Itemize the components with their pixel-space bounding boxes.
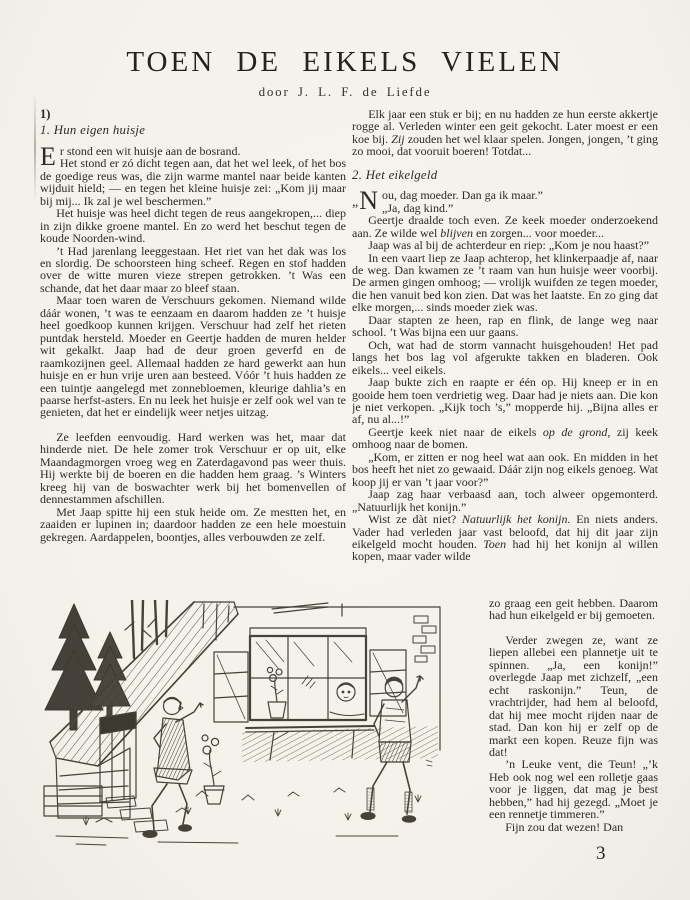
- paragraph: Er stond een wit huisje aan de bosrand. Het stond er zó dicht tegen aan, dat het wel leek, of het bos de goedige reus was, die zijn warme mantel naar beide kanten wijduit hield; — en tegen het kleine huisje zei: „Kom jij maar bij mij... Ik zal je wel beschermen.”: [40, 141, 346, 208]
- page-number: 3: [596, 843, 606, 864]
- paragraph: Och, wat had de storm vannacht huisgehouden! Het pad langs het bos lag vol afgerukte takken en bladeren. Ook eikels... veel eikels.: [352, 337, 658, 377]
- cottage-illustration: [36, 600, 444, 848]
- left-column-text: [40, 141, 346, 544]
- page-title: TOEN DE EIKELS VIELEN: [126, 46, 564, 78]
- right-column-beside-illustration: [489, 597, 658, 859]
- dropcap: N: [359, 186, 378, 216]
- dropcap: E: [40, 141, 56, 171]
- byline: door J. L. F. de Liefde: [258, 84, 432, 99]
- dropcap-quote: „: [352, 195, 359, 211]
- paragraph: „ N ou, dag moeder. Dan ga ik maar.” „Ja, dag kind.”: [352, 186, 543, 216]
- paragraph: ’n Leuke vent, die Teun! „’k Heb ook nog wel een rolletje gaas voor je liggen, dat mag je best hebben,” had hij gezegd. „Moet je een rennetje timmeren.”: [489, 757, 658, 822]
- paragraph: Jaap zag haar verbaasd aan, toch alweer opgemonterd. „Natuurlijk het konijn.”: [352, 487, 658, 514]
- right-column-text-top: [352, 108, 658, 158]
- section-heading-1: 1. Hun eigen huisje: [40, 123, 146, 138]
- paragraph: Met Jaap spitte hij een stuk heide om. Ze mestten het, en zaaiden er lupinen in; daardoor hadden ze een hele moestuin gekregen. Aardappelen, boontjes, alles verbouwden ze zelf.: [40, 504, 346, 544]
- paragraph: Jaap bukte zich en raapte er één op. Hij kneep er in en gooide hem toen verdrietig weg. Daar had je niets aan. Die kon je niet verkopen. „Kijk toch ’s,” mopperde hij. „Bijna alles er af, nu al...!”: [352, 375, 658, 427]
- paragraph: zo graag een geit hebben. Daarom had hun eikelgeld er bij gemoeten.: [489, 597, 658, 623]
- paragraph: Elk jaar een stuk er bij; en nu hadden ze hun eerste akkertje rogge al. Verleden winter een geit gekocht. Later moest er een koe bij. Zij zouden het wel klaar spelen. Jongen, jongen, ’t ging zo mooi, dat vooruit boeren! Totdat...: [352, 108, 658, 159]
- paragraph: Verder zwegen ze, want ze liepen allebei een plannetje uit te spinnen. „Ja, een konijn!” overlegde Jaap met zichzelf, „een echt raskonijn.” Teun, de vrachtrijder, had hem al beloofd, dat hij mee mocht rijden naar de stad. Dan kon hij er zelf op de markt een kopen. Reuze fijn was dat!: [489, 632, 658, 759]
- window: [250, 628, 366, 720]
- footnote-marker: 1): [40, 108, 51, 121]
- paragraph: Daar stapten ze heen, rap en flink, de lange weg naar school. ’t Was bijna een uur gaans.: [352, 312, 658, 340]
- right-column-wrapped-text: [489, 597, 658, 833]
- right-column-text: [352, 186, 658, 564]
- paragraph: Wist ze dàt niet? Natuurlijk het konijn. En niets anders. Vader had verleden jaar vast beloofd, dat hij dit jaar zijn eikelgeld mocht houden. Toen had hij het konijn al willen kopen, maar vader wilde: [352, 512, 658, 564]
- left-shutter: [214, 652, 248, 722]
- mother-face-in-window: [330, 683, 364, 716]
- paragraph: Maar toen waren de Verschuurs gekomen. Niemand wilde dáár wonen, ’t was te eenzaam en daarom hadden ze ’t huisje heel goedkoop kunnen krijgen. Verschuur had zelf het rieten puntdak hersteld. Moeder en Geertje hadden de muren helder wit gekalkt. Jaap had de deur groen geverfd en de raamkozijnen geel. Allemaal hadden ze hard gewerkt aan hun huisje en er hun vrije uren aan besteed. Vóór ’t huis hadden ze een tuintje aangelegd met zonnebloemen, kleurige dahlia’s en paarse herfst-asters. En nu leek het huisje er zelf ook wel van te genieten, dat het er eindelijk weer netjes uitzag.: [40, 293, 346, 420]
- paragraph: Ze leefden eenvoudig. Hard werken was het, maar dat hinderde niet. De hele zomer trok Verschuur er op uit, elke Maandagmorgen vroeg weg en Zaterdagavond pas weer thuis. Hij werkte bij de boeren en die hadden hem graag. ’s Winters kreeg hij van de boswachter werk bij het bomenvellen of dennestammen afschillen.: [40, 429, 346, 507]
- paragraph: „Kom, er zitten er nog heel wat aan ook. En midden in het bos heeft het niet zo gewaaid. Dáár zijn nog eikels genoeg. Wat koop jij er van ’t jaar voor?”: [352, 449, 658, 489]
- section-heading-2: 2. Het eikelgeld: [352, 167, 438, 182]
- left-column: [40, 108, 346, 600]
- window-flower-pot: [267, 667, 286, 718]
- right-column: [352, 108, 658, 598]
- page-binding-edge: [34, 92, 36, 202]
- paragraph: ’t Had jarenlang leeggestaan. Het riet van het dak was los en slordig. De schoorsteen hing scheef. Regen en stof hadden over de witte muren vieze strepen getrokken. ’t Was een schande, dat het daar maar zo bleef staan.: [40, 243, 346, 295]
- paragraph: Geertje draalde toch even. Ze keek moeder onderzoekend aan. Ze wilde wel blijven en zorgen... voor moeder...: [352, 213, 658, 240]
- paragraph: Geertje keek niet naar de eikels op de grond, zij keek omhoog naar de bomen.: [352, 424, 658, 452]
- paragraph: Jaap was al bij de achterdeur en riep: „Kom je nou haast?”: [368, 238, 650, 253]
- paragraph: In een vaart liep ze Jaap achterop, het klinkerpaadje af, naar de weg. Dan kwamen ze ’t raam van hun huisje weer voorbij. De armen gingen omhoog; — vrolijk wuifden ze tegen moeder, die hen vanuit bed kon zien. Dat was het laatste. En zo ging dat elke morgen,... sinds moeder ziek was.: [352, 250, 658, 315]
- brick-corner: [413, 616, 436, 662]
- paragraph: Fijn zou dat wezen! Dan: [505, 819, 624, 834]
- roof-beam: [272, 603, 342, 616]
- paragraph: Het huisje was heel dicht tegen de reus aangekropen,... diep in zijn dikke groene mantel. En zo werd het beschut tegen de koude Noorden-wind.: [40, 206, 346, 246]
- cottage-scene-drawing: [36, 600, 444, 848]
